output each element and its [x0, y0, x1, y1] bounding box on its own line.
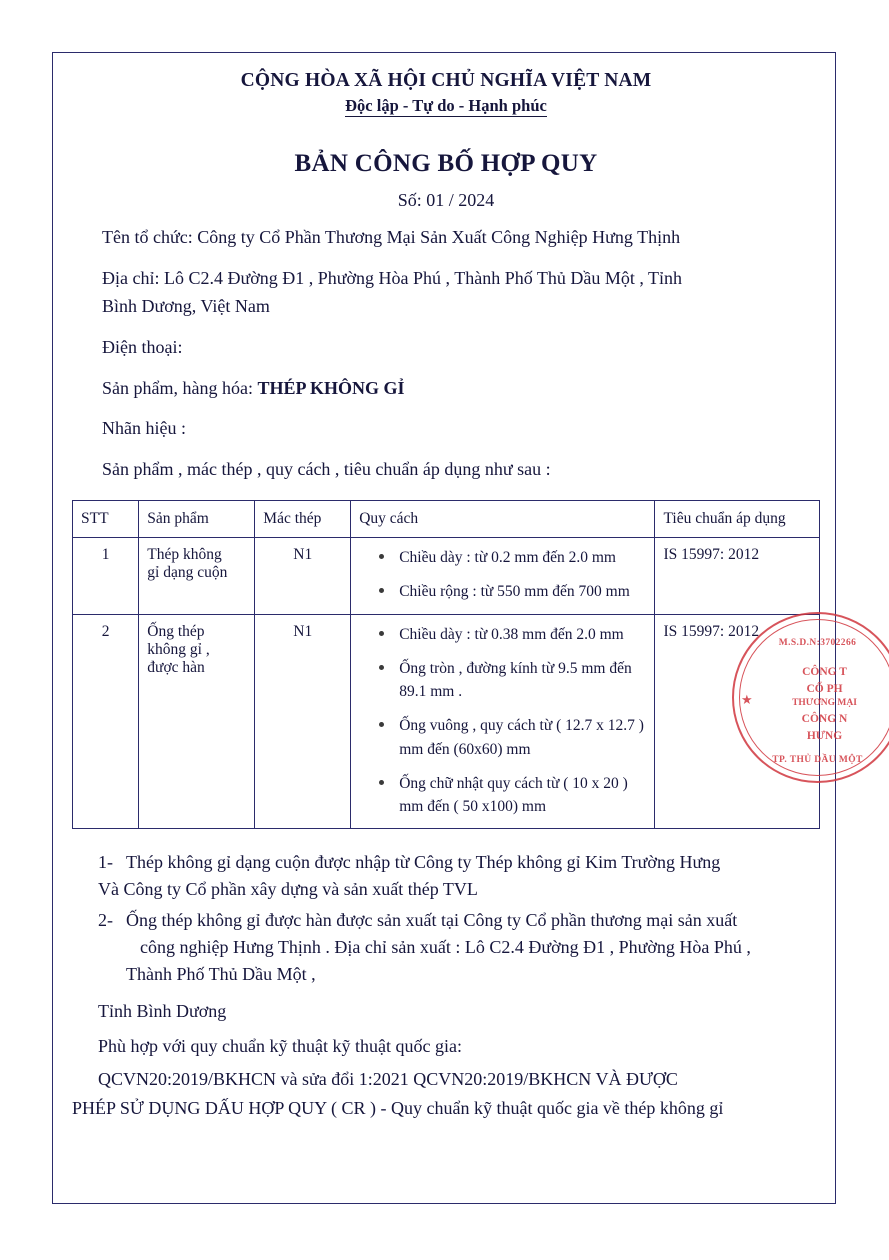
cell-product-line: được hàn [147, 658, 205, 676]
seal-arc-top-text: M.S.D.N:3702266 [778, 638, 857, 648]
spec-item: Chiều dày : từ 0.2 mm đến 2.0 mm [379, 546, 646, 569]
specification-table [72, 500, 820, 829]
note-line: công nghiệp Hưng Thịnh . Địa chỉ sản xuất : Lô C2.4 Đường Đ1 , Phường Hòa Phú , [140, 937, 751, 958]
notes-section [72, 849, 820, 988]
seal-line-2: CỔ PH [806, 682, 843, 695]
note-body [98, 849, 820, 903]
cell-specs [351, 538, 655, 615]
seal-line-3: THƯƠNG MẠI [792, 698, 857, 709]
org-address-line1: Địa chỉ: Lô C2.4 Đường Đ1 , Phường Hòa Phú , Thành Phố Thủ Dầu Một , Tỉnh [102, 267, 683, 288]
spec-item: Ống tròn , đường kính từ 9.5 mm đến 89.1 mm . [379, 657, 646, 704]
note-number: 2- [98, 910, 113, 931]
org-address-line2: Bình Dương, Việt Nam [102, 295, 270, 316]
table-head [73, 501, 820, 538]
table-row [73, 614, 820, 829]
cell-standard: IS 15997: 2012 [655, 614, 820, 829]
note-line: Và Công ty Cổ phần xây dựng và sản xuất thép TVL [98, 879, 478, 900]
cell-standard: IS 15997: 2012 [655, 538, 820, 615]
brand-line: Nhãn hiệu : [102, 418, 186, 439]
product-label: Sản phẩm, hàng hóa: [102, 377, 253, 398]
cell-product [139, 538, 255, 615]
note-number: 1- [98, 852, 113, 873]
seal-star-icon: ★ [741, 692, 753, 707]
seal-line-5: HƯNG [806, 729, 843, 742]
cell-grade: N1 [255, 614, 351, 829]
cell-product-line: không gỉ , [147, 640, 210, 658]
national-motto [72, 96, 820, 116]
table-row [73, 538, 820, 615]
spec-item: Ống vuông , quy cách từ ( 12.7 x 12.7 ) mm đến (60x60) mm [379, 714, 646, 761]
th-standard: Tiêu chuẩn áp dụng [655, 501, 820, 538]
spec-item: Chiều rộng : từ 550 mm đến 700 mm [379, 580, 646, 603]
tail-line-province: Tỉnh Bình Dương [98, 1001, 227, 1022]
document-content [72, 70, 820, 1122]
cell-stt: 1 [73, 538, 139, 615]
table-body [73, 538, 820, 829]
cell-product [139, 614, 255, 829]
cell-grade: N1 [255, 538, 351, 615]
cell-stt: 2 [73, 614, 139, 829]
seal-arc-bottom-text: TP. THỦ DẦU MỘT [772, 755, 863, 765]
th-stt: STT [73, 501, 139, 538]
tail-line-conformity: Phù hợp với quy chuẩn kỹ thuật kỹ thuật quốc gia: [98, 1036, 462, 1057]
seal-line-1: CÔNG T [802, 666, 847, 678]
tail-line-qcvn: QCVN20:2019/BKHCN và sửa đổi 1:2021 QCVN20:2019/BKHCN VÀ ĐƯỢC [98, 1069, 678, 1090]
cell-specs [351, 614, 655, 829]
note-item [72, 849, 820, 903]
motto-text: Độc lập - Tự do - Hạnh phúc [345, 96, 547, 115]
product-line [72, 375, 820, 403]
product-value: THÉP KHÔNG GỈ [257, 377, 405, 398]
note-line: Ống thép không gỉ được hàn được sản xuất tại Công ty Cổ phần thương mại sản xuất [126, 910, 738, 931]
th-spec: Quy cách [351, 501, 655, 538]
note-body [126, 907, 820, 988]
org-phone-line: Điện thoại: [102, 336, 183, 357]
note-item [72, 907, 820, 988]
tail-line-cr: PHÉP SỬ DỤNG DẤU HỢP QUY ( CR ) - Quy chuẩn kỹ thuật quốc gia về thép không gỉ [72, 1098, 724, 1119]
th-product: Sản phẩm [139, 501, 255, 538]
cell-product-line: Ống thép [147, 622, 205, 640]
table-header-row [73, 501, 820, 538]
spec-list [359, 623, 646, 819]
national-heading: CỘNG HÒA XÃ HỘI CHỦ NGHĨA VIỆT NAM [240, 70, 652, 91]
spec-list [359, 546, 646, 604]
spec-item: Ống chữ nhật quy cách từ ( 10 x 20 ) mm đến ( 50 x100) mm [379, 772, 646, 819]
cell-product-line: gỉ dạng cuộn [147, 564, 228, 582]
tail-section [72, 998, 820, 1122]
spec-item: Chiều dày : từ 0.38 mm đến 2.0 mm [379, 623, 646, 646]
document-title: BẢN CÔNG BỐ HỢP QUY [294, 150, 598, 177]
document-number: Số: 01 / 2024 [397, 190, 495, 210]
seal-line-4: CÔNG N [801, 713, 848, 726]
spec-intro-line: Sản phẩm , mác thép , quy cách , tiêu chuẩn áp dụng như sau : [102, 459, 551, 480]
th-grade: Mác thép [255, 501, 351, 538]
org-name-line: Tên tổ chức: Công ty Cổ Phần Thương Mại Sản Xuất Công Nghiệp Hưng Thịnh [102, 227, 681, 247]
note-line: Thép không gỉ dạng cuộn được nhập từ Công ty Thép không gỉ Kim Trường Hưng [126, 852, 721, 873]
note-line: Thành Phố Thủ Dầu Một , [126, 964, 316, 985]
cell-product-line: Thép không [147, 546, 222, 564]
